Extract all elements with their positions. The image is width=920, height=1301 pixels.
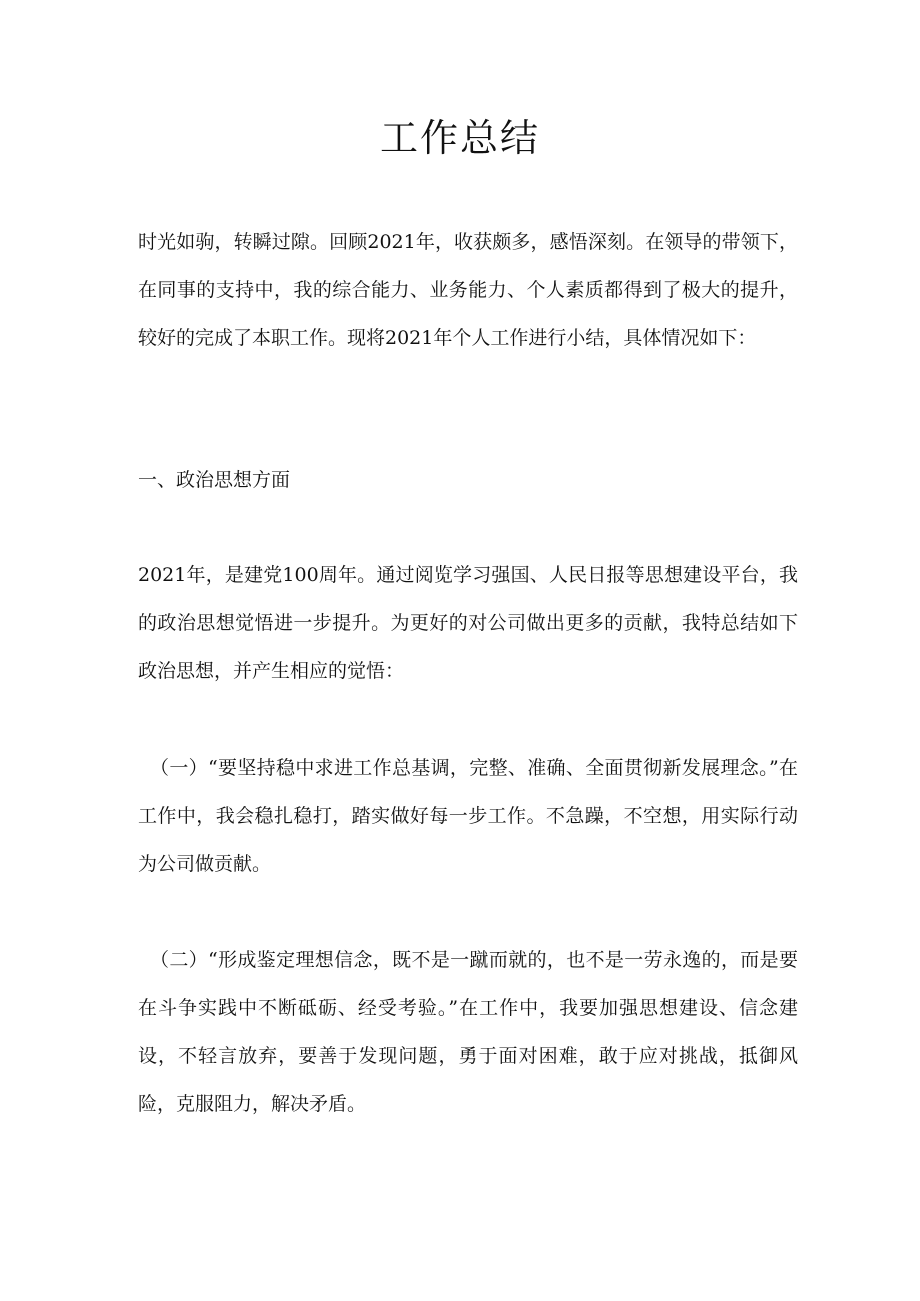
section-heading: 一、政治思想方面 bbox=[138, 469, 291, 491]
page-title: 工作总结 bbox=[379, 116, 540, 160]
point-one-paragraph: （一）“要坚持稳中求进工作总基调，完整、准确、全面贯彻新发展理念。”在工作中，我会稳扎稳打，踏实做好每一步工作。不急躁，不空想，用实际行动为公司做贡献。 bbox=[138, 757, 798, 875]
section-intro-paragraph: 2021年，是建党100周年。通过阅览学习强国、人民日报等思想建设平台，我的政治思想觉悟进一步提升。为更好的对公司做出更多的贡献，我特总结如下政治思想，并产生相应的觉悟： bbox=[138, 564, 798, 682]
intro-paragraph: 时光如驹，转瞬过隙。回顾2021年，收获颇多，感悟深刻。在领导的带领下，在同事的支持中，我的综合能力、业务能力、个人素质都得到了极大的提升，较好的完成了本职工作。现将2021年个人工作进行小结，具体情况如下： bbox=[138, 231, 798, 349]
point-two-paragraph: （二）“形成鉴定理想信念，既不是一蹴而就的，也不是一劳永逸的，而是要在斗争实践中不断砥砺、经受考验。”在工作中，我要加强思想建设、信念建设，不轻言放弃，要善于发现问题，勇于面对困难，敢于应对挑战，抵御风险，克服阻力，解决矛盾。 bbox=[138, 949, 798, 1115]
